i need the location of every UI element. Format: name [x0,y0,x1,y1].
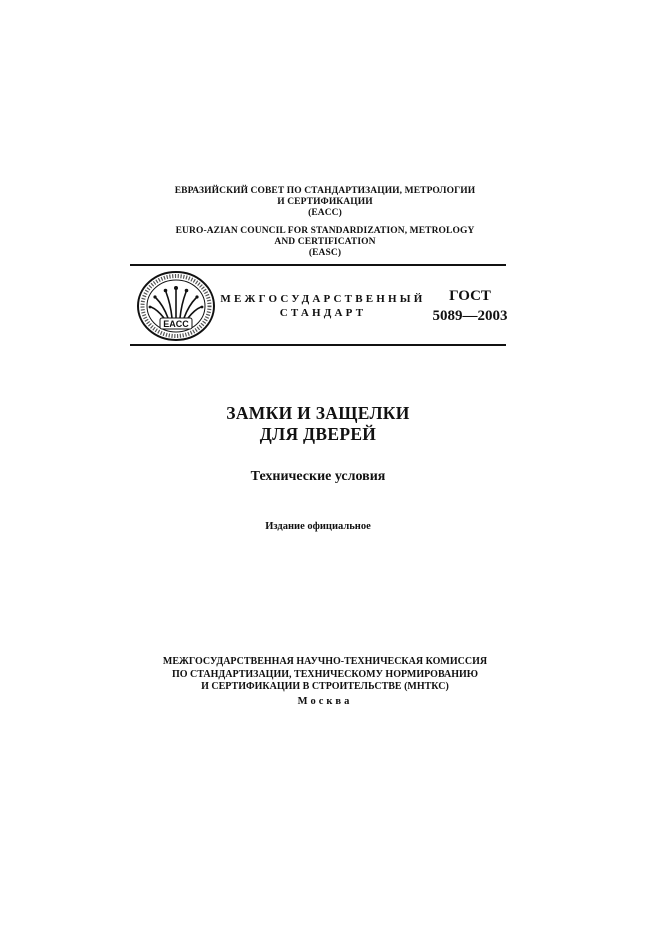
publisher-line3: И СЕРТИФИКАЦИИ В СТРОИТЕЛЬСТВЕ (МНТКС) [201,681,449,692]
header-rule-bottom [130,344,506,346]
council-name-russian [150,186,500,219]
council-en-line2: AND CERTIFICATION [274,237,376,247]
title-line2: ДЛЯ ДВЕРЕЙ [259,424,377,444]
council-name-english [150,226,500,259]
easc-emblem-icon [136,270,216,342]
publisher-block [120,656,530,694]
council-ru-line3: (EACC) [308,208,342,218]
publisher-line1: МЕЖГОСУДАРСТВЕННАЯ НАУЧНО-ТЕХНИЧЕСКАЯ КОМИССИЯ [162,656,488,667]
title-line1: ЗАМКИ И ЗАЩЕЛКИ [226,403,410,423]
document-subtitle: Технические условия [250,469,386,484]
document-title [130,403,506,445]
standard-type-line1: МЕЖГОСУДАРСТВЕННЫЙ [220,293,426,305]
publisher-line2: ПО СТАНДАРТИЗАЦИИ, ТЕХНИЧЕСКОМУ НОРМИРОВАНИЮ [171,668,479,680]
council-en-line1: EURO-AZIAN COUNCIL FOR STANDARDIZATION, METROLOGY [175,226,475,236]
council-ru-line1: ЕВРАЗИЙСКИЙ СОВЕТ ПО СТАНДАРТИЗАЦИИ, МЕТРОЛОГИИ [174,186,476,196]
edition-note: Издание официальное [265,521,371,532]
gost-designation [430,286,510,326]
standard-type [218,292,428,320]
gost-label: ГОСТ [449,288,491,304]
standard-type-line2: СТАНДАРТ [279,307,367,319]
council-en-line3: (EASC) [308,248,342,258]
gost-number: 5089—2003 [432,308,508,324]
publication-city: Москва [297,696,353,707]
emblem-text: EACC [163,319,189,329]
council-ru-line2: И СЕРТИФИКАЦИИ [277,197,373,207]
header-rule-top [130,264,506,266]
